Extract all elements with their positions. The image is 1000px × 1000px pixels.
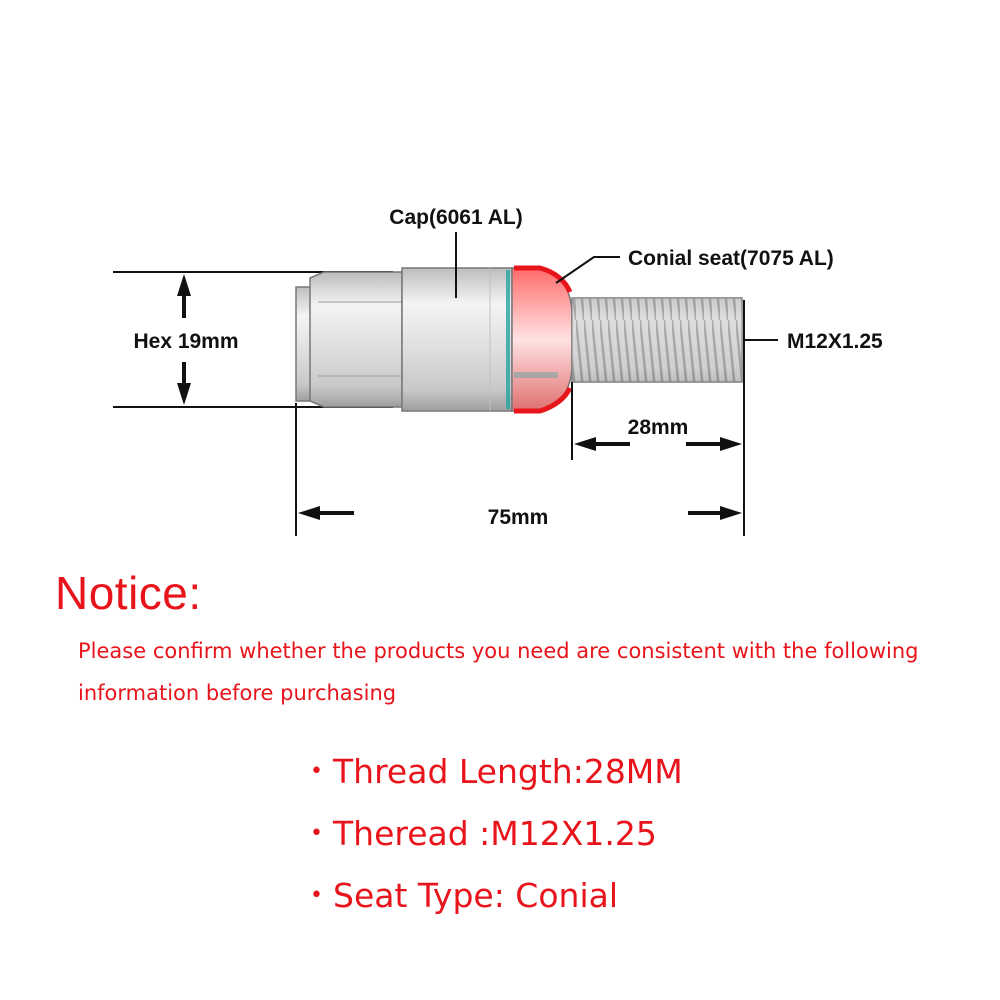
arrow-left-icon [298, 506, 320, 520]
thread-length-dimension-arrow [574, 437, 742, 451]
arrow-up-icon [177, 274, 191, 296]
spec-item-seat-type [300, 864, 683, 926]
notice-text: Please confirm whether the products you need are consistent with the following information before purchasing [78, 639, 919, 705]
bolt-body [296, 268, 742, 411]
spec-item-thread-length [300, 740, 683, 802]
bullet-icon: • [310, 758, 323, 784]
seat-label: Conial seat(7075 AL) [628, 247, 834, 270]
thread-spec-label: M12X1.25 [787, 330, 883, 353]
bullet-icon: • [310, 882, 323, 908]
spec-text: Seat Type: Conial [333, 875, 619, 915]
arrow-right-icon [720, 506, 742, 520]
seat-leader-line [556, 257, 620, 283]
cap-label: Cap(6061 AL) [389, 206, 523, 229]
spec-text: Theread :M12X1.25 [333, 813, 657, 853]
arrow-left-icon [574, 437, 596, 451]
arrow-right-icon [720, 437, 742, 451]
thread-length-label: 28mm [627, 416, 689, 439]
conical-seat [512, 268, 572, 411]
spec-text: Thread Length:28MM [333, 751, 683, 791]
bullet-icon: • [310, 820, 323, 846]
arrow-down-icon [177, 383, 191, 405]
cap-accent-band [506, 270, 510, 409]
hex-label: Hex 19mm [133, 330, 239, 353]
notice-title: Notice: [55, 567, 202, 619]
hex-head [310, 272, 402, 407]
spec-list [300, 740, 683, 926]
overall-length-label: 75mm [487, 506, 549, 529]
spec-item-thread [300, 802, 683, 864]
